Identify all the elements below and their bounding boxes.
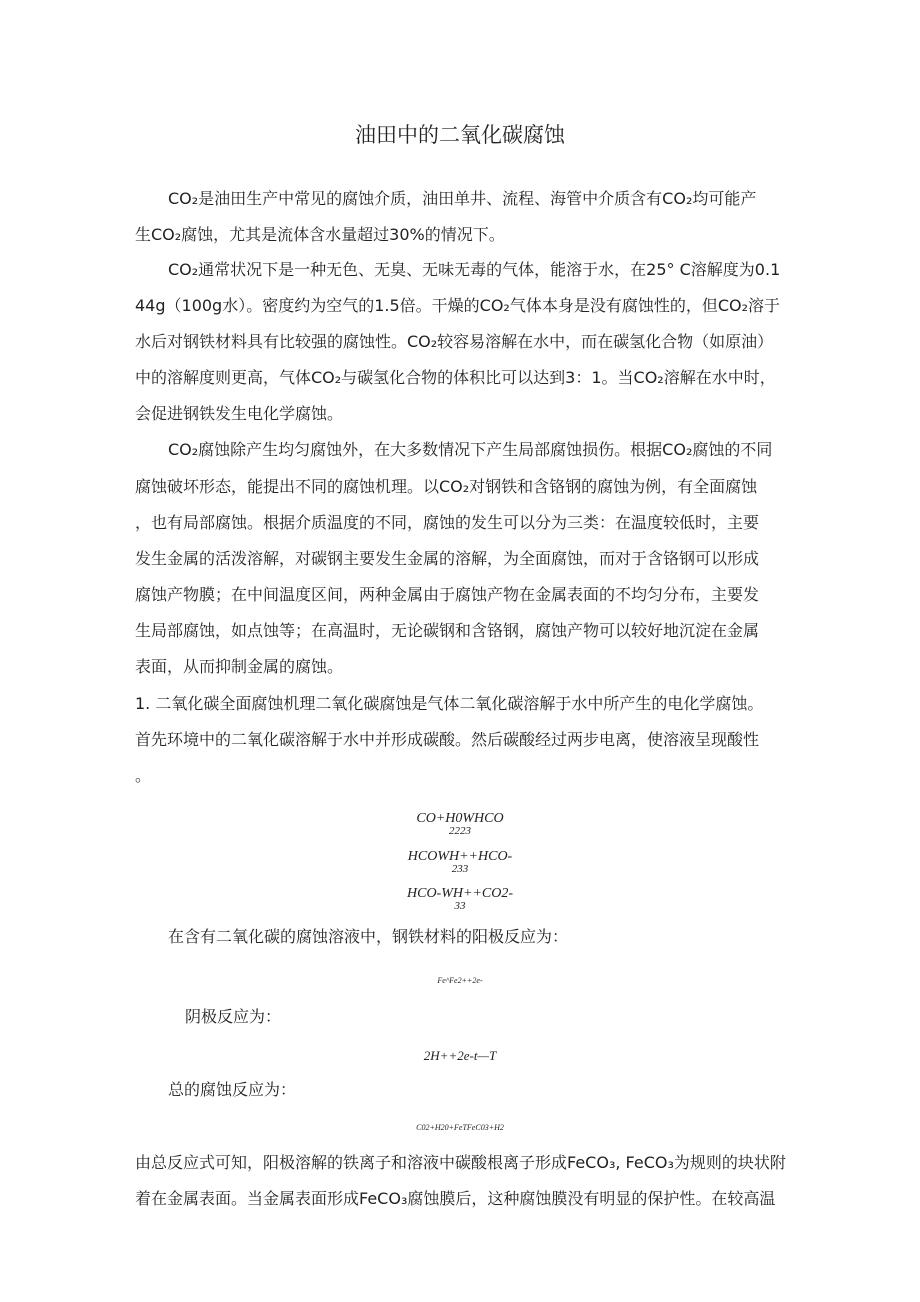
chemical-equation: CO+H0WHCO bbox=[416, 811, 504, 826]
paragraph-line: CO₂通常状况下是一种无色、无臭、无味无毒的气体，能溶于水，在25° C溶解度为0.1 bbox=[168, 260, 781, 279]
document-title: 油田中的二氧化碳腐蚀 bbox=[355, 123, 565, 147]
total-equation: C02+H20+FeTFeC03+H2 bbox=[416, 1123, 504, 1132]
paragraph-line: CO₂腐蚀除产生均匀腐蚀外，在大多数情况下产生局部腐蚀损伤。根据CO₂腐蚀的不同 bbox=[168, 440, 773, 459]
chemical-equation-subscripts: 33 bbox=[454, 900, 466, 912]
chemical-equation: HCOWH++HCO- bbox=[407, 849, 513, 864]
paragraph-line: 会促进钢铁发生电化学腐蚀。 bbox=[135, 404, 344, 423]
paragraph-line: 腐蚀产物膜；在中间温度区间，两种金属由于腐蚀产物在金属表面的不均匀分布，主要发 bbox=[135, 585, 760, 604]
anode-equation: Fe^Fe2++2e- bbox=[437, 976, 483, 985]
anode-intro: 在含有二氧化碳的腐蚀溶液中，钢铁材料的阳极反应为： bbox=[168, 927, 569, 946]
paragraph-line: 腐蚀破坏形态，能提出不同的腐蚀机理。以CO₂对钢铁和含铬钢的腐蚀为例，有全面腐蚀 bbox=[135, 477, 758, 496]
paragraph-line: 由总反应式可知，阳极溶解的铁离子和溶液中碳酸根离子形成FeCO₃, FeCO₃为规则的块状附 bbox=[135, 1153, 786, 1172]
paragraph-line: 首先环境中的二氧化碳溶解于水中并形成碳酸。然后碳酸经过两步电离，使溶液呈现酸性 bbox=[135, 730, 760, 749]
paragraph-line: 1. 二氧化碳全面腐蚀机理二氧化碳腐蚀是气体二氧化碳溶解于水中所产生的电化学腐蚀。 bbox=[135, 694, 764, 713]
paragraph-line: 着在金属表面。当金属表面形成FeCO₃腐蚀膜后，这种腐蚀膜没有明显的保护性。在较高温 bbox=[135, 1189, 776, 1208]
paragraph-line: CO₂是油田生产中常见的腐蚀介质，油田单井、流程、海管中介质含有CO₂均可能产 bbox=[168, 189, 757, 208]
cathode-equation: 2H++2e-t—T bbox=[423, 1048, 497, 1063]
chemical-equation: HCO-WH++CO2- bbox=[407, 886, 513, 901]
paragraph-line: 。 bbox=[135, 766, 152, 785]
chemical-equation-subscripts: 233 bbox=[451, 863, 469, 875]
paragraph-line: ，也有局部腐蚀。根据介质温度的不同，腐蚀的发生可以分为三类：在温度较低时，主要 bbox=[135, 513, 760, 532]
paragraph-line: 中的溶解度则更高，气体CO₂与碳氢化合物的体积比可以达到3：1。当CO₂溶解在水中时， bbox=[135, 368, 776, 387]
total-intro: 总的腐蚀反应为： bbox=[168, 1080, 297, 1099]
paragraph-line: 生局部腐蚀，如点蚀等；在高温时，无论碳钢和含铬钢，腐蚀产物可以较好地沉淀在金属 bbox=[135, 621, 760, 640]
paragraph-line: 生CO₂腐蚀，尤其是流体含水量超过30%的情况下。 bbox=[135, 225, 505, 244]
paragraph-line: 表面，从而抑制金属的腐蚀。 bbox=[135, 657, 344, 676]
chemical-equation-subscripts: 2223 bbox=[449, 825, 471, 837]
paragraph-line: 发生金属的活泼溶解，对碳钢主要发生金属的溶解，为全面腐蚀，而对于含铬钢可以形成 bbox=[135, 549, 760, 568]
cathode-intro: 阴极反应为： bbox=[185, 1007, 282, 1026]
paragraph-line: 水后对钢铁材料具有比较强的腐蚀性。CO₂较容易溶解在水中，而在碳氢化合物（如原油） bbox=[135, 332, 774, 351]
paragraph-line: 44g（100g水）。密度约为空气的1.5倍。干燥的CO₂气体本身是没有腐蚀性的，但CO₂溶于 bbox=[135, 296, 781, 315]
